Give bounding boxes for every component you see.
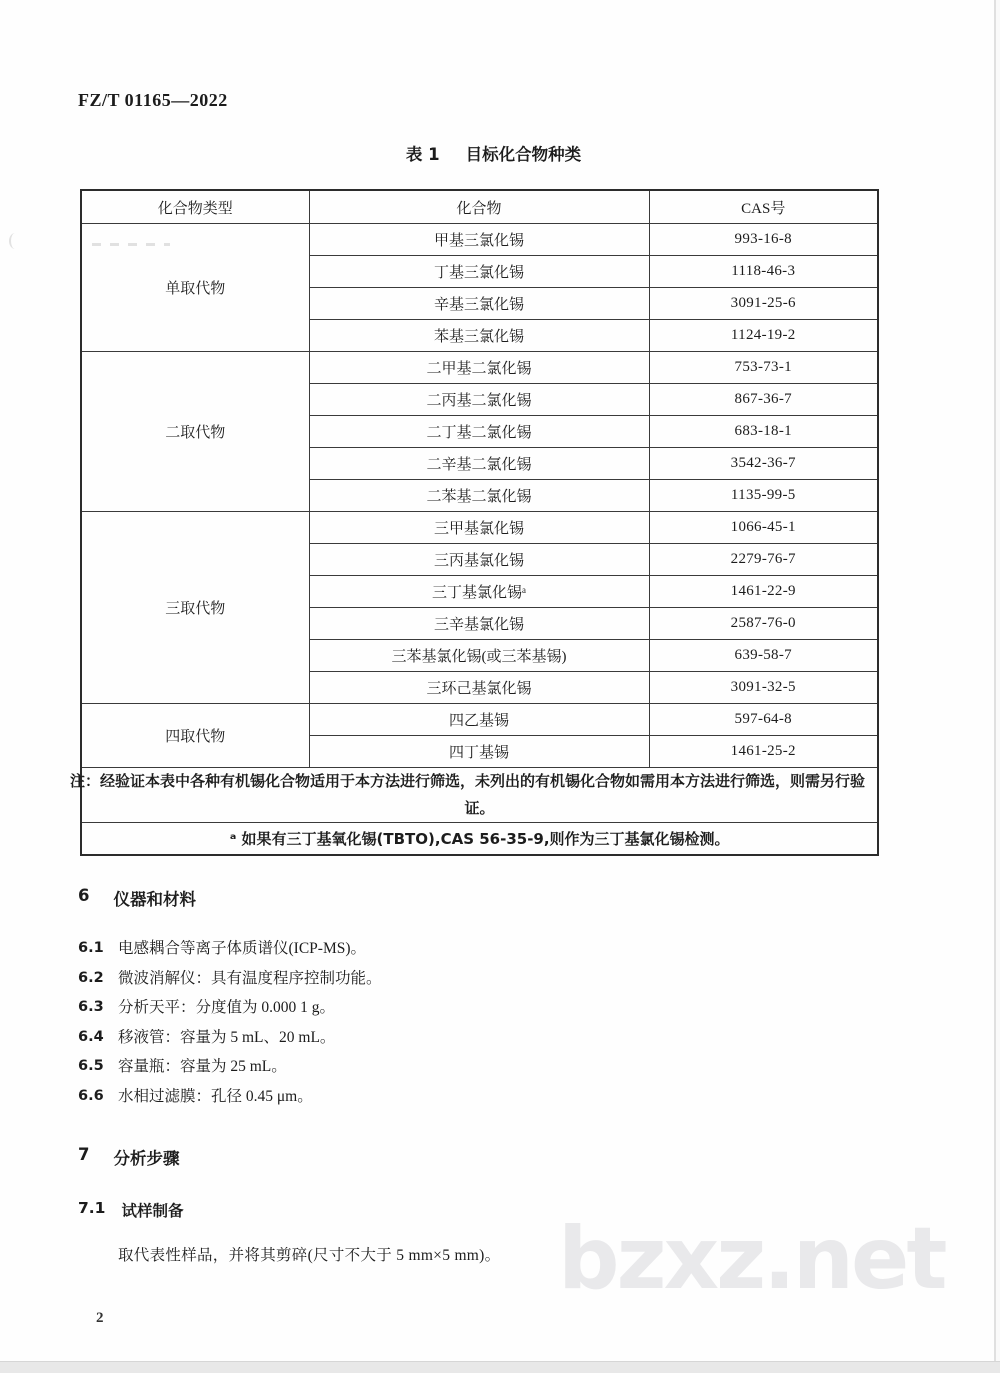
compound-row [81,352,878,384]
cas-number-cell: 1066-45-1 [649,512,878,544]
compound-table-wrapper [69,189,877,856]
equipment-item-number: 6.2 [78,969,104,986]
compound-name-cell: 丁基三氯化锡 [309,256,649,288]
table-header-row [81,190,878,224]
table-caption-label: 表 1 [405,145,440,164]
table-caption [80,141,877,165]
equipment-list [78,934,948,1111]
compound-name-cell: 三苯基氯化锡(或三苯基锡) [309,640,649,672]
section-6-title: 仪器和材料 [113,890,196,909]
table-note: 注：经验证本表中各种有机锡化合物适用于本方法进行筛选，未列出的有机锡化合物如需用本方法进行筛选，则需另行验证。 [81,768,878,823]
compound-name-cell: 三丙基氯化锡 [309,544,649,576]
cas-number-cell: 1118-46-3 [649,256,878,288]
compound-category-cell: 四取代物 [81,704,309,768]
compound-name-cell: 三环己基氯化锡 [309,672,649,704]
cas-number-cell: 753-73-1 [649,352,878,384]
compound-name-cell: 二辛基二氯化锡 [309,448,649,480]
equipment-item [78,1023,948,1053]
col-header-compound-type: 化合物类型 [81,190,309,224]
equipment-item-number: 6.6 [78,1087,104,1104]
cas-number-cell: 867-36-7 [649,384,878,416]
section-6-heading [78,886,948,910]
equipment-item [78,1082,948,1112]
cas-number-cell: 993-16-8 [649,224,878,256]
table-note-row [81,768,878,823]
cas-number-cell: 3542-36-7 [649,448,878,480]
equipment-item-number: 6.5 [78,1058,104,1074]
compound-row [81,704,878,736]
cas-number-cell: 683-18-1 [649,416,878,448]
section-7-heading [78,1145,948,1169]
section-7-1-title: 试样制备 [121,1202,184,1220]
equipment-item-text: 移液管：容量为 5 mL、20 mL。 [118,1028,336,1046]
scan-edge-bottom [0,1361,1000,1373]
table-footnote-row [81,823,878,856]
equipment-item-number: 6.3 [78,999,104,1015]
scan-artifact [9,233,21,249]
equipment-item [78,993,948,1023]
cas-number-cell: 639-58-7 [649,640,878,672]
scan-artifact [92,243,170,246]
compound-name-cell: 二丙基二氯化锡 [309,384,649,416]
compound-name-cell: 苯基三氯化锡 [309,320,649,352]
cas-number-cell: 1461-25-2 [649,736,878,768]
equipment-item-text: 水相过滤膜：孔径 0.45 μm。 [118,1087,313,1105]
compound-name-cell: 二苯基二氯化锡 [309,480,649,512]
table-footnote: ᵃ 如果有三丁基氧化锡(TBTO),CAS 56-35-9,则作为三丁基氯化锡检测。 [81,823,878,856]
table-caption-text: 目标化合物种类 [465,145,582,164]
compound-name-cell: 辛基三氯化锡 [309,288,649,320]
compound-category-cell: 三取代物 [81,512,309,704]
compound-name-cell: 四丁基锡 [309,736,649,768]
sample-prep-paragraph: 取代表性样品，并将其剪碎(尺寸不大于 5 mm×5 mm)。 [118,1247,501,1264]
equipment-item-text: 电感耦合等离子体质谱仪(ICP-MS)。 [118,940,367,957]
compound-category-cell: 单取代物 [81,224,309,352]
equipment-item-number: 6.1 [78,940,104,956]
standard-code: FZ/T 01165—2022 [78,90,228,110]
compound-name-cell: 二甲基二氯化锡 [309,352,649,384]
equipment-item [78,964,948,994]
section-7-number: 7 [78,1145,90,1164]
scan-edge-right [994,0,1000,1361]
compound-row [81,224,878,256]
col-header-compound: 化合物 [309,190,649,224]
body-content [78,886,948,1265]
compound-name-cell: 四乙基锡 [309,704,649,736]
cas-number-cell: 597-64-8 [649,704,878,736]
equipment-item-text: 容量瓶：容量为 25 mL。 [118,1058,287,1075]
table1-body [81,224,878,768]
page-number: 2 [96,1310,104,1326]
equipment-item [78,934,948,964]
section-7-1-heading [78,1199,948,1221]
equipment-item-text: 分析天平：分度值为 0.000 1 g。 [118,999,336,1016]
cas-number-cell: 1124-19-2 [649,320,878,352]
cas-number-cell: 1461-22-9 [649,576,878,608]
compound-row [81,512,878,544]
section-6-number: 6 [78,886,90,905]
compound-name-cell: 二丁基二氯化锡 [309,416,649,448]
cas-number-cell: 3091-25-6 [649,288,878,320]
equipment-item-text: 微波消解仪：具有温度程序控制功能。 [118,969,382,987]
cas-number-cell: 1135-99-5 [649,480,878,512]
compound-name-cell: 三丁基氯化锡ᵃ [309,576,649,608]
compound-name-cell: 甲基三氯化锡 [309,224,649,256]
cas-number-cell: 3091-32-5 [649,672,878,704]
equipment-item-number: 6.4 [78,1028,104,1045]
compound-name-cell: 三辛基氯化锡 [309,608,649,640]
compound-category-cell: 二取代物 [81,352,309,512]
cas-number-cell: 2587-76-0 [649,608,878,640]
equipment-item [78,1052,948,1082]
section-7-title: 分析步骤 [113,1149,180,1168]
cas-number-cell: 2279-76-7 [649,544,878,576]
compound-name-cell: 三甲基氯化锡 [309,512,649,544]
col-header-cas: CAS号 [649,190,878,224]
section-7-1-number: 7.1 [78,1199,106,1217]
watermark-text: bzxz.net [558,1209,945,1309]
compound-table [69,189,879,856]
